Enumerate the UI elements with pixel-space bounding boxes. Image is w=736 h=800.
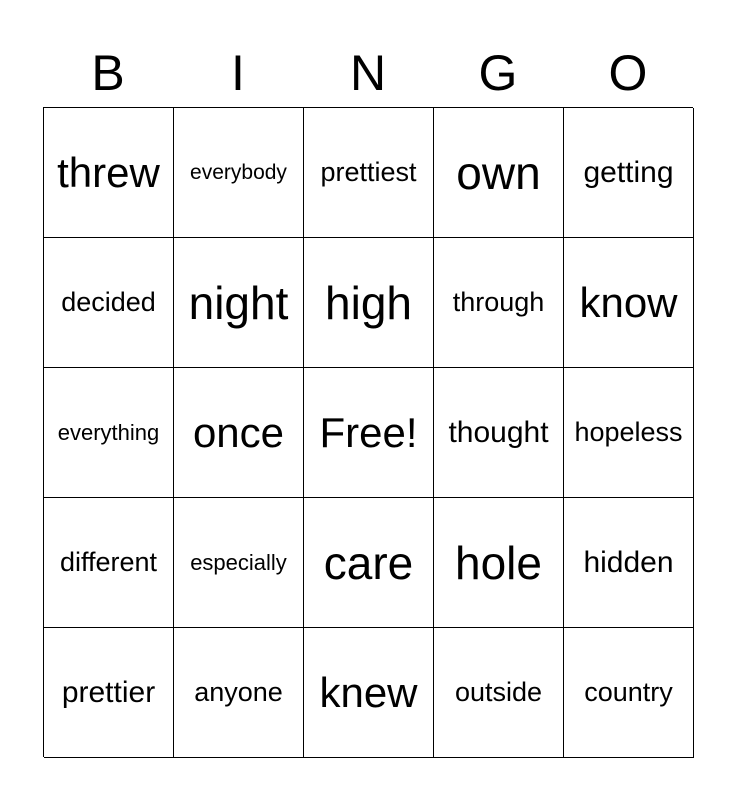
- bingo-cell: know: [564, 238, 694, 368]
- bingo-cell: knew: [304, 628, 434, 758]
- bingo-cell: hole: [434, 498, 564, 628]
- bingo-cell: once: [174, 368, 304, 498]
- bingo-cell: everybody: [174, 108, 304, 238]
- bingo-cell: own: [434, 108, 564, 238]
- bingo-cell: thought: [434, 368, 564, 498]
- bingo-cell: decided: [44, 238, 174, 368]
- bingo-cell: outside: [434, 628, 564, 758]
- bingo-cell: threw: [44, 108, 174, 238]
- bingo-cell: high: [304, 238, 434, 368]
- bingo-cell: anyone: [174, 628, 304, 758]
- bingo-cell: prettiest: [304, 108, 434, 238]
- header-letter-g: G: [478, 45, 518, 101]
- bingo-cell free-space: Free!: [304, 368, 434, 498]
- bingo-cell: night: [174, 238, 304, 368]
- bingo-cell: hidden: [564, 498, 694, 628]
- header-letter-n: N: [349, 45, 387, 101]
- bingo-cell: prettier: [44, 628, 174, 758]
- bingo-cell: through: [434, 238, 564, 368]
- bingo-cell: care: [304, 498, 434, 628]
- header-letter-b: B: [91, 45, 125, 101]
- bingo-cell: everything: [44, 368, 174, 498]
- header-letter-o: O: [608, 45, 648, 101]
- bingo-cell: getting: [564, 108, 694, 238]
- bingo-cell: especially: [174, 498, 304, 628]
- bingo-cell: country: [564, 628, 694, 758]
- bingo-header: [43, 40, 693, 106]
- bingo-board: [43, 107, 693, 757]
- bingo-cell: hopeless: [564, 368, 694, 498]
- header-letter-i: I: [231, 45, 245, 101]
- bingo-cell: different: [44, 498, 174, 628]
